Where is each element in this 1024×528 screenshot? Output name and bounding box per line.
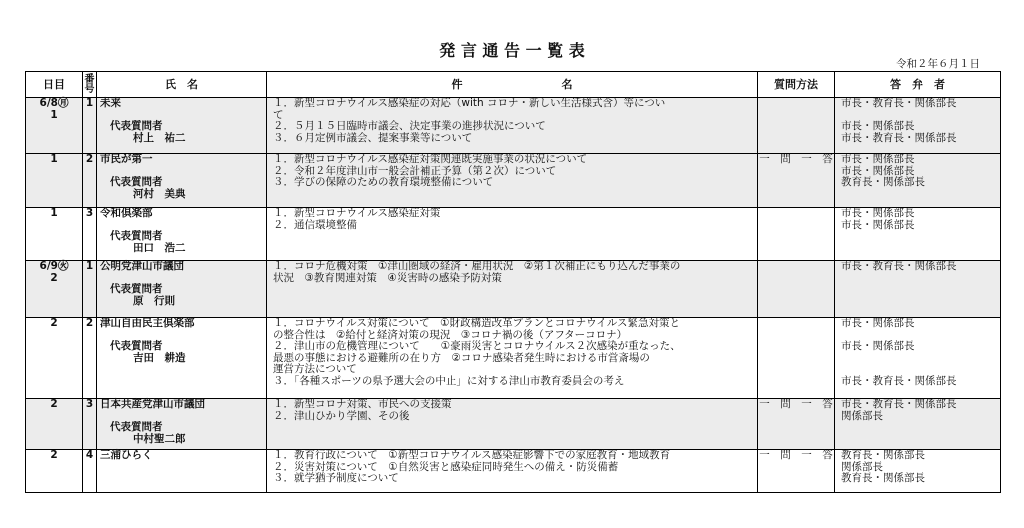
faction-name: 三浦ひらく [100,449,153,461]
faction-name: 市民が第一 [100,153,153,165]
question-method: 一 問 一 答 [758,450,835,493]
representative-name: 原 行則 [133,294,175,307]
representative-name: 河村 美典 [133,187,186,200]
order-number: 3 [83,399,97,450]
answerer-line: 教育長・関係部長 [841,472,925,484]
table-row [26,318,1001,399]
subject-line: ２．通信環境整備 [273,218,357,231]
faction-name: 津山自由民主倶楽部 [100,317,195,329]
day-date: 2 [50,317,58,329]
day-cell [26,318,83,399]
answerer-line: 市長・関係部長 [841,207,915,219]
answerer-line: 市長・関係部長 [841,340,915,352]
subject-cell [267,208,758,261]
document-date: 令和２年６月１日 [896,58,980,70]
document-title: 発 言 通 告 一 覧 表 [439,41,585,60]
answerer-line: 市長・関係部長 [841,120,915,132]
answerer-cell [835,208,1001,261]
day-number: 2 [50,271,58,284]
day-date: 6/9㊋ [39,260,69,272]
answerer-cell [835,318,1001,399]
representative-label: 代表質問者 [110,283,163,295]
subject-cell [267,450,758,493]
answerer-line [835,353,1000,365]
answerer-cell [835,98,1001,154]
subject-cell [267,318,758,399]
header-name: 氏 名 [97,72,267,98]
header-day: 日目 [26,72,83,98]
header-answerer: 答 弁 者 [835,72,1001,98]
question-method [758,318,835,399]
table-row [26,399,1001,450]
day-date: 1 [50,207,58,219]
subject-line: の整合性は ②給付と経済対策の現況 ③コロナ禍の後（アフターコロナ） [273,328,628,341]
subject-line: １．新型コロナウイルス感染症の対応（with コロナ・新しい生活様式含）等につい [273,97,666,109]
name-cell [97,399,267,450]
subject-line: 最悪の事態における避難所の在り方 ②コロナ感染者発生時における市営斎場の [273,351,650,364]
name-cell [97,98,267,154]
subject-line: １．コロナウイルス対策について ①財政構造改革プランとコロナウイルス緊急対策と [273,317,680,329]
answerer-cell [835,261,1001,318]
representative-label: 代表質問者 [110,421,163,433]
subject-line: １．新型コロナウイルス感染症対策 [273,207,441,219]
subject-line: ３．学びの保障のための教育環境整備について [273,176,494,188]
subject-line: １．コロナ危機対策 ①津山圏域の経済・雇用状況 ②第１次補正にもり込んだ事業の [273,260,681,272]
answerer-line: 市長・教育長・関係部長 [841,131,957,144]
subject-cell [267,98,758,154]
answerer-line: 関係部長 [841,460,883,473]
table-row [26,154,1001,208]
day-date: 2 [50,398,58,410]
table-row [26,208,1001,261]
subject-line: ３．「各種スポーツの県予選大会の中止」に対する津山市教育委員会の考え [273,374,625,387]
subject-line: １．教育行政について ①新型コロナウイルス感染症影響下での家庭教育・地域教育 [273,449,671,461]
answerer-line: 市長・関係部長 [841,164,915,177]
subject-cell [267,399,758,450]
day-cell [26,450,83,493]
subject-line: ２．災害対策について ①自然災害と感染症同時発生への備え・防災備蓄 [273,460,619,473]
representative-label: 代表質問者 [110,230,163,242]
answerer-line: 市長・関係部長 [841,153,915,165]
subject-line: ３．６月定例市議会、提案事業等について [273,131,473,144]
representative-label: 代表質問者 [110,120,163,132]
day-cell [26,399,83,450]
day-date: 1 [50,153,58,165]
subject-line: １．新型コロナ対策、市民への支援策 [273,398,452,410]
answerer-cell [835,450,1001,493]
representative-name: 村上 祐二 [133,131,186,144]
order-number: 4 [83,450,97,493]
day-cell [26,154,83,208]
faction-name: 公明党津山市議団 [100,260,184,272]
subject-line: ３．就学猶予制度について [273,472,399,484]
question-method [758,208,835,261]
representative-label: 代表質問者 [110,176,163,188]
answerer-line: 市長・教育長・関係部長 [841,260,957,272]
subject-line: ２．５月１５日臨時市議会、決定事業の進捗状況について [273,120,546,132]
order-number: 1 [83,261,97,318]
answerer-cell [835,399,1001,450]
header-number: 番号 [83,72,97,98]
table-row [26,261,1001,318]
day-date: 6/8㊊ [39,97,69,109]
order-number: 2 [83,318,97,399]
answerer-line: 市長・教育長・関係部長 [841,374,957,387]
answerer-line: 市長・教育長・関係部長 [841,398,957,410]
subject-line: ２．津山市の危機管理について ①豪雨災害とコロナウイルス２次感染が重なった、 [273,340,681,352]
representative-label: 代表質問者 [110,340,163,352]
question-method: 一 問 一 答 [758,154,835,208]
answerer-line: 関係部長 [841,409,883,422]
subject-cell [267,261,758,318]
order-number: 1 [83,98,97,154]
subject-line: て [273,108,284,121]
faction-name: 未来 [100,97,121,109]
table-row [26,450,1001,493]
faction-name: 令和倶楽部 [100,207,153,219]
subject-line: ２．令和２年度津山市一般会計補正予算（第２次）について [273,164,557,177]
question-method [758,98,835,154]
answerer-line: 市長・関係部長 [841,218,915,231]
subject-line: 状況 ③教育関連対策 ④災害時の感染予防対策 [273,271,502,284]
day-date: 2 [50,449,58,461]
subject-line: １．新型コロナウイルス感染症対策関連既実施事業の状況について [273,153,588,165]
speech-notice-table [25,71,1001,493]
name-cell [97,261,267,318]
answerer-line: 市長・関係部長 [841,317,915,329]
table-row [26,98,1001,154]
table-header-row [26,72,1001,98]
answerer-line: 教育長・関係部長 [841,176,925,188]
faction-name: 日本共産党津山市議団 [100,398,205,410]
answerer-cell [835,154,1001,208]
representative-name: 田口 浩二 [133,241,186,254]
question-method [758,261,835,318]
representative-name: 吉田 耕造 [133,351,186,364]
representative-name: 中村聖二郎 [133,432,186,445]
answerer-line: 教育長・関係部長 [841,449,925,461]
subject-cell [267,154,758,208]
day-cell [26,261,83,318]
name-cell [97,154,267,208]
header-subject: 件 名 [267,72,758,98]
name-cell [97,208,267,261]
name-cell [97,450,267,493]
subject-line: ２．津山ひかり学園、その後 [273,409,410,422]
header-method: 質問方法 [758,72,835,98]
order-number: 2 [83,154,97,208]
day-cell [26,98,83,154]
subject-line: 運営方法について [273,363,357,375]
day-number: 1 [50,108,58,121]
answerer-line [835,364,1000,376]
order-number: 3 [83,208,97,261]
day-cell [26,208,83,261]
name-cell [97,318,267,399]
question-method: 一 問 一 答 [758,399,835,450]
answerer-line: 市長・教育長・関係部長 [841,97,957,109]
